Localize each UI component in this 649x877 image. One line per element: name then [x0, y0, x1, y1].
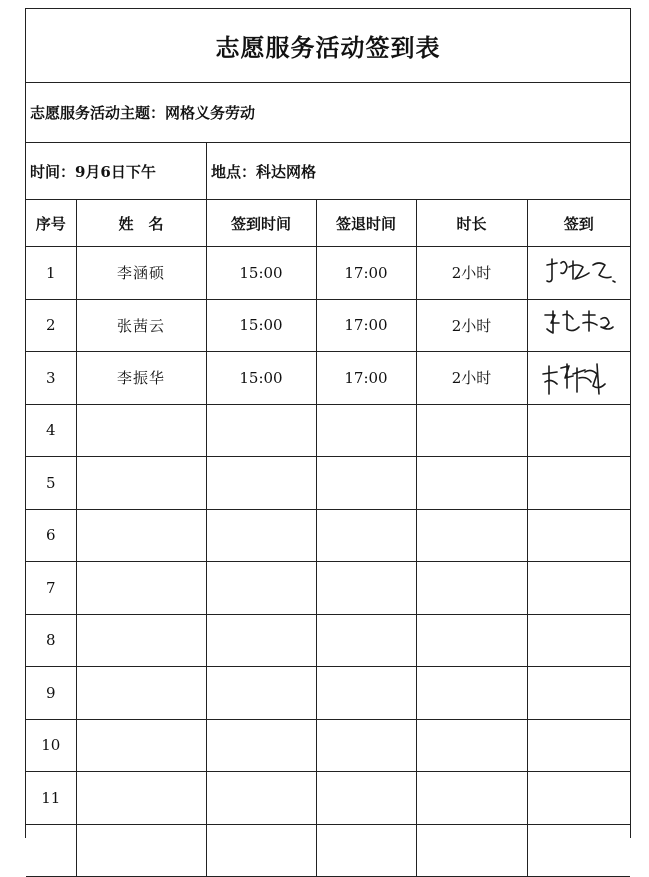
row-number: 3 — [26, 352, 76, 405]
row-name — [76, 667, 206, 720]
row-duration — [416, 509, 527, 562]
row-signature — [527, 772, 630, 825]
row-check-in: 15:00 — [206, 352, 316, 405]
row-check-in — [206, 509, 316, 562]
row-check-in — [206, 457, 316, 510]
row-signature — [527, 247, 630, 300]
row-check-in — [206, 404, 316, 457]
table-row — [26, 509, 630, 562]
row-number: 8 — [26, 614, 76, 667]
row-check-out — [316, 719, 416, 772]
handwritten-signature — [539, 253, 619, 293]
row-signature — [527, 404, 630, 457]
row-name — [76, 509, 206, 562]
header-check-in: 签到时间 — [206, 200, 316, 247]
row-name — [76, 562, 206, 615]
table-row — [26, 614, 630, 667]
table-row — [26, 247, 630, 300]
header-signature: 签到 — [527, 200, 630, 247]
row-duration — [416, 614, 527, 667]
row-check-out — [316, 772, 416, 825]
row-name — [76, 404, 206, 457]
row-number: 2 — [26, 299, 76, 352]
row-number: 1 — [26, 247, 76, 300]
row-check-in: 15:00 — [206, 247, 316, 300]
activity-place: 地点：科达网格 — [211, 162, 317, 181]
activity-time: 时间：9月6日下午 — [26, 143, 207, 199]
row-signature — [527, 509, 630, 562]
row-check-out — [316, 667, 416, 720]
sign-in-table — [26, 200, 630, 877]
handwritten-signature — [539, 358, 619, 398]
row-check-out: 17:00 — [316, 247, 416, 300]
activity-theme: 志愿服务活动主题：网格义务劳动 — [26, 83, 630, 143]
row-name — [76, 719, 206, 772]
row-number: 6 — [26, 509, 76, 562]
row-name: 李涵硕 — [76, 247, 206, 300]
row-check-in: 15:00 — [206, 299, 316, 352]
row-check-out — [316, 614, 416, 667]
row-name — [76, 772, 206, 825]
sheet-title: 志愿服务活动签到表 — [26, 9, 630, 83]
row-name — [76, 457, 206, 510]
row-duration: 2小时 — [416, 247, 527, 300]
row-check-out — [316, 457, 416, 510]
header-check-out: 签退时间 — [316, 200, 416, 247]
table-row — [26, 404, 630, 457]
row-check-in — [206, 614, 316, 667]
row-check-in — [206, 772, 316, 825]
row-check-out — [316, 404, 416, 457]
table-row — [26, 562, 630, 615]
row-number: 9 — [26, 667, 76, 720]
row-number: 11 — [26, 772, 76, 825]
row-duration — [416, 772, 527, 825]
row-name: 张茜云 — [76, 299, 206, 352]
table-row — [26, 719, 630, 772]
row-signature — [527, 562, 630, 615]
info-row — [26, 143, 630, 200]
table-header-row — [26, 200, 630, 247]
table-row — [26, 772, 630, 825]
row-signature — [527, 352, 630, 405]
table-row — [26, 352, 630, 405]
row-signature — [527, 614, 630, 667]
row-check-out: 17:00 — [316, 299, 416, 352]
row-check-in — [206, 719, 316, 772]
row-number: 7 — [26, 562, 76, 615]
row-number: 10 — [26, 719, 76, 772]
row-duration — [416, 457, 527, 510]
row-check-out — [316, 509, 416, 562]
sign-in-sheet — [25, 8, 631, 838]
row-name: 李振华 — [76, 352, 206, 405]
row-signature — [527, 299, 630, 352]
row-duration — [416, 667, 527, 720]
row-check-out — [316, 562, 416, 615]
table-row — [26, 667, 630, 720]
row-duration: 2小时 — [416, 352, 527, 405]
row-name — [76, 614, 206, 667]
header-no: 序号 — [26, 200, 76, 247]
handwritten-signature — [539, 305, 619, 345]
row-duration: 2小时 — [416, 299, 527, 352]
row-number: 5 — [26, 457, 76, 510]
row-duration — [416, 562, 527, 615]
table-row — [26, 299, 630, 352]
row-duration — [416, 719, 527, 772]
row-duration — [416, 404, 527, 457]
row-number: 4 — [26, 404, 76, 457]
header-duration: 时长 — [416, 200, 527, 247]
row-signature — [527, 719, 630, 772]
table-row — [26, 457, 630, 510]
row-signature — [527, 457, 630, 510]
header-name: 姓 名 — [76, 200, 206, 247]
row-check-in — [206, 562, 316, 615]
row-check-out: 17:00 — [316, 352, 416, 405]
row-check-in — [206, 667, 316, 720]
row-signature — [527, 667, 630, 720]
